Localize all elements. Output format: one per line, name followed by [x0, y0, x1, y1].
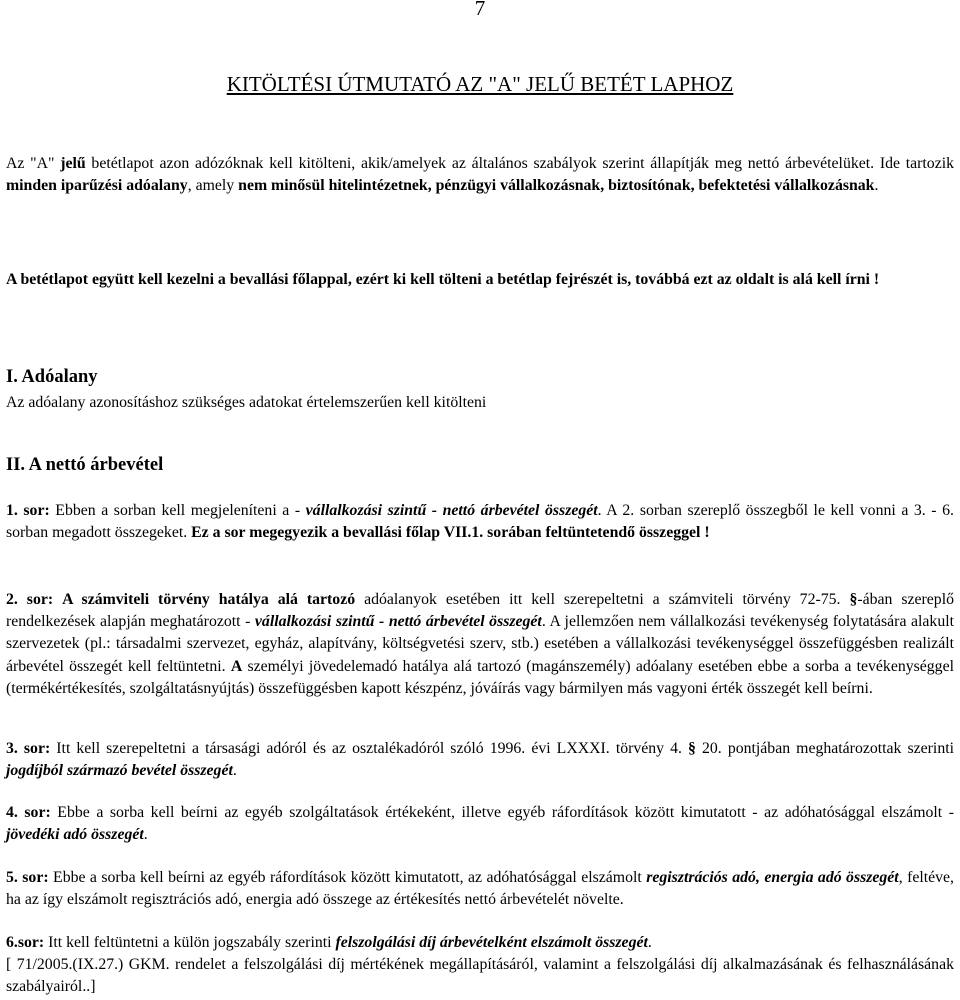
row-4-instruction: 4. sor: Ebbe a sorba kell beírni az egyéb szolgáltatások értékeként, illetve egyéb ráfordítások között kimutatott - az adóhatósággal elszámolt - jövedéki adó összegét.: [6, 804, 954, 844]
document-title: KITÖLTÉSI ÚTMUTATÓ AZ "A" JELŰ BETÉT LAPHOZ: [226, 72, 734, 96]
intro-paragraph: Az "A" jelű betétlapot azon adózóknak kell kitölteni, akik/amelyek az általános szabályok szerint állapítják meg nettó árbevételüket. Ide tartozik minden iparűzési adóalany, amely nem minősül hitelintézetnek, pénzügyi vállalkozásnak, biztosítónak, befektetési vállalkozásnak.: [6, 155, 955, 195]
row-6-instruction: 6.sor: Itt kell feltüntetni a külön jogszabály szerinti felszolgálási díj árbevételként elszámolt összegét. [ 71/2005.(IX.27.) GKM. rendelet a felszolgálási díj mértékének megállapításáról, valamint a felszolgálási díj alkalmazásának és felhasználásának szabályairól..]: [6, 934, 954, 996]
row-5-instruction: 5. sor: Ebbe a sorba kell beírni az egyéb ráfordítások között kimutatott, az adóhatósággal elszámolt regisztrációs adó, energia adó összegét, feltéve, ha az így elszámolt regisztrációs adó, energia adó összege az értékesítés nettó árbevételét növelte.: [6, 869, 955, 909]
section-heading-netto-arbevetel: II. A nettó árbevétel: [6, 455, 164, 475]
section-heading-adoalany: I. Adóalany: [6, 367, 98, 387]
signature-notice: A betétlapot együtt kell kezelni a bevallási főlappal, ezért ki kell tölteni a betétlap fejrészét is, továbbá ezt az oldalt is alá kell írni !: [6, 271, 880, 288]
row-2-instruction: 2. sor: A számviteli törvény hatálya alá tartozó adóalanyok esetében itt kell szerepeltetni a számviteli törvény 72-75. §-ában szereplő rendelkezések alapján meghatározott - vállalkozási szintű - nettó árbevétel összegét. A jellemzően nem vállalkozási tevékenység folytatására alakult szervezetek (pl.: társadalmi szervezet, egyház, alapítvány, költségvetési szerv, stb.) esetében a vállalkozási tevékenységgel összefüggésben realizált árbevétel összegét kell feltüntetni. A személyi jövedelemadó hatálya alá tartozó (magánszemély) adóalany esetében ebbe a sorba a tevékenységgel (termékértékesítés, szolgáltatásnyújtás) összefüggésben kapott készpénz, jóváírás vagy bármilyen más vagyoni érték összegét kell beírni.: [6, 591, 954, 697]
page-number: 7: [474, 0, 486, 20]
row-3-instruction: 3. sor: Itt kell szerepeltetni a társasági adóról és az osztalékadóról szóló 1996. évi LXXXI. törvény 4. § 20. pontjában meghatározottak szerinti jogdíjból származó bevétel összegét.: [6, 740, 954, 780]
section-text-adoalany: Az adóalany azonosításhoz szükséges adatokat értelemszerűen kell kitölteni: [6, 394, 487, 411]
row-1-instruction: 1. sor: Ebben a sorban kell megjeleníteni a - vállalkozási szintű - nettó árbevétel összegét. A 2. sorban szereplő összegből le kell vonni a 3. - 6. sorban megadott összegeket. Ez a sor megegyezik a bevallási főlap VII.1. sorában feltüntetendő összeggel !: [6, 502, 954, 542]
regulation-reference: [ 71/2005.(IX.27.) GKM. rendelet a felszolgálási díj mértékének megállapításáról, valamint a felszolgálási díj alkalmazásának és felhasználásának szabályairól..]: [6, 956, 954, 996]
